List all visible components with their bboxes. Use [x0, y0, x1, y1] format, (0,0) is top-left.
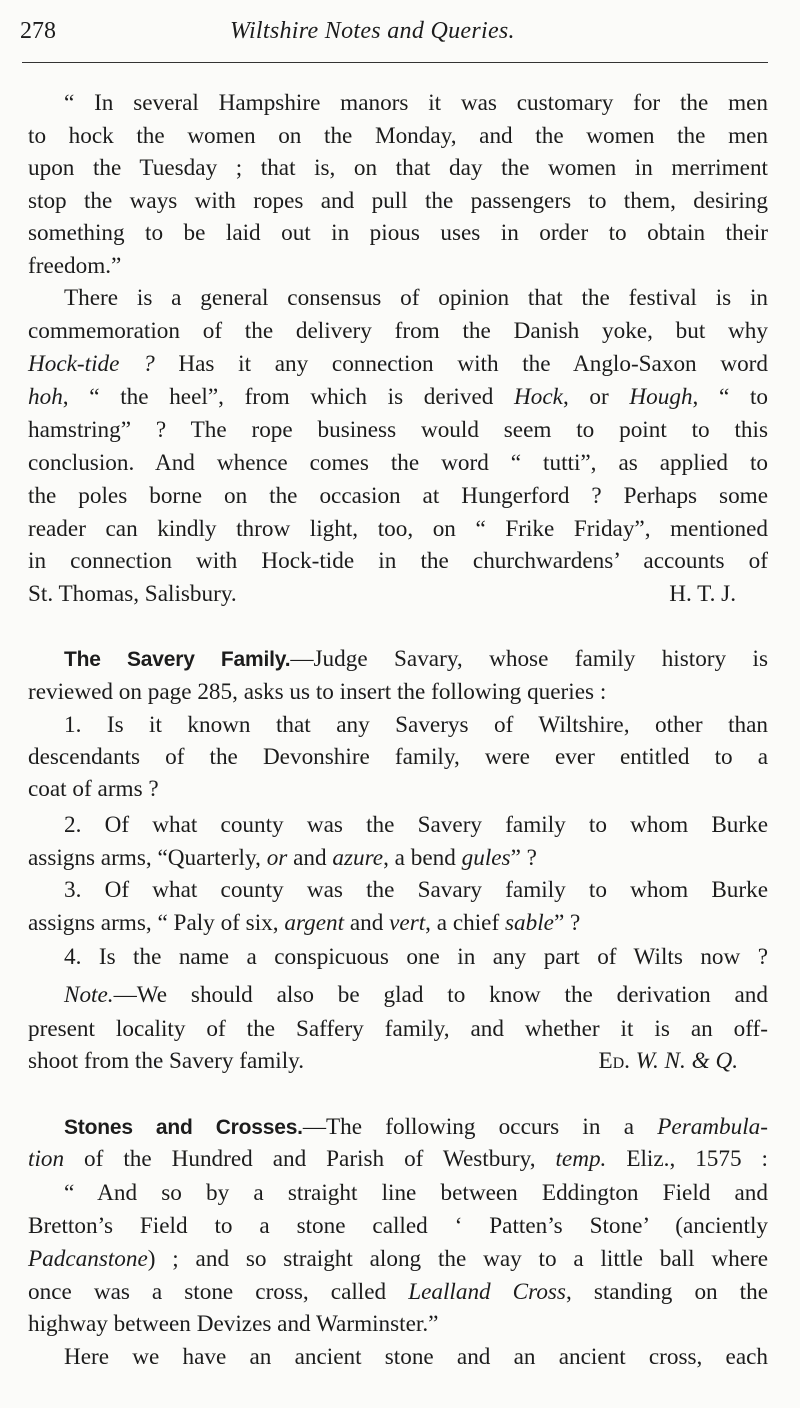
text-line — [28, 1046, 768, 1076]
text-span: , a bend — [383, 845, 462, 871]
text-line: hamstring” ? The rope business would seem to point to this — [28, 417, 768, 443]
text-span: Eliz., 1575 : — [606, 1146, 768, 1172]
text-line — [64, 644, 768, 675]
text-span: assigns arms, “ Paly of six, — [28, 910, 285, 936]
editor-signature — [598, 1046, 738, 1076]
page-number: 278 — [20, 18, 56, 44]
italic-term: Padcanstone — [28, 1246, 148, 1272]
page-header — [0, 10, 800, 50]
italic-term: azure — [332, 845, 384, 871]
italic-term: argent — [284, 910, 345, 936]
italic-term: Hock — [514, 384, 563, 410]
text-span: ” ? — [510, 845, 537, 871]
text-span: and — [344, 910, 390, 936]
text-line: “ In several Hampshire manors it was customary for the men — [64, 90, 768, 116]
author-signature: H. T. J. — [669, 581, 736, 607]
section-heading: Stones and Crosses. — [64, 1116, 303, 1139]
text-span: , standing on the — [565, 1279, 769, 1305]
italic-term: vert — [389, 910, 426, 936]
text-span: , or — [562, 384, 630, 410]
text-line: descendants of the Devonshire family, were ever entitled to a — [28, 744, 768, 770]
text-line: Bretton’s Field to a stone called ‘ Patten’s Stone’ (anciently — [28, 1213, 768, 1239]
text-span: St. Thomas, Salisbury. — [28, 581, 237, 607]
text-line — [28, 1244, 768, 1274]
text-line — [28, 908, 768, 938]
italic-term: gules — [461, 845, 511, 871]
text-line — [28, 843, 768, 873]
text-line: commemoration of the delivery from the Danish yoke, but why — [28, 318, 768, 344]
text-span: assigns arms, “Quarterly, — [28, 845, 267, 871]
text-line: highway between Devizes and Warminster.” — [28, 1311, 439, 1337]
text-line — [64, 1112, 768, 1143]
text-span: and — [287, 845, 333, 871]
text-span: —We should also be glad to know the derivation and — [113, 982, 768, 1008]
text-line — [28, 382, 768, 412]
italic-term: Hock-tide ? — [28, 351, 155, 377]
text-line: stop the ways with ropes and pull the passengers to them, desiring — [28, 188, 768, 214]
running-title: Wiltshire Notes and Queries. — [230, 18, 515, 44]
italic-term: Perambula- — [657, 1114, 768, 1140]
text-line: Here we have an ancient stone and an ancient cross, each — [64, 1344, 768, 1370]
text-line — [28, 349, 768, 379]
italic-term: hoh — [28, 384, 63, 410]
signature-initials: W. N. & Q. — [635, 1048, 738, 1074]
italic-term: sable — [505, 910, 554, 936]
text-line: upon the Tuesday ; that is, on that day the women in merriment — [28, 155, 768, 181]
list-item: 1. Is it known that any Saverys of Wiltshire, other than — [64, 712, 768, 738]
text-span: shoot from the Savery family. — [28, 1048, 305, 1074]
text-span: Has it any connection with the Anglo-Saxon word — [154, 351, 768, 377]
text-line: in connection with Hock-tide in the churchwardens’ accounts of — [28, 548, 768, 574]
text-line — [28, 1277, 768, 1307]
text-line: conclusion. And whence comes the word “ tutti”, as applied to — [28, 450, 768, 476]
text-span: , “ the heel”, from which is derived — [62, 384, 515, 410]
text-line: “ And so by a straight line between Eddington Field and — [64, 1180, 768, 1206]
text-line: freedom.” — [28, 253, 122, 279]
text-line — [28, 1144, 768, 1174]
text-span: , a chief — [425, 910, 505, 936]
text-line: reviewed on page 285, asks us to insert the following queries : — [28, 679, 607, 705]
list-item: 2. Of what county was the Savery family to whom Burke — [64, 812, 768, 838]
text-line — [28, 579, 768, 609]
text-span: ) ; and so straight along the way to a little ball where — [147, 1246, 768, 1272]
italic-term: Lealland Cross — [408, 1279, 566, 1305]
italic-term: temp. — [555, 1146, 607, 1172]
text-span: once was a stone cross, called — [28, 1279, 409, 1305]
italic-term: Hough — [629, 384, 693, 410]
text-line — [64, 980, 768, 1010]
header-rule — [22, 62, 768, 63]
text-line: There is a general consensus of opinion that the festival is in — [64, 285, 768, 311]
text-line: coat of arms ? — [28, 776, 159, 802]
text-span: —Judge Savary, whose family history is — [290, 646, 768, 672]
text-line: present locality of the Saffery family, and whether it is an off- — [28, 1016, 768, 1042]
italic-term: or — [266, 845, 288, 871]
italic-term: tion — [28, 1146, 65, 1172]
text-span: , “ to — [692, 384, 769, 410]
section-heading: The Savery Family. — [64, 648, 291, 671]
signature-ed: Ed. — [598, 1048, 630, 1074]
list-item: 4. Is the name a conspicuous one in any part of Wilts now ? — [64, 944, 768, 970]
text-line: the poles borne on the occasion at Hungerford ? Perhaps some — [28, 483, 768, 509]
text-line: reader can kindly throw light, too, on “ Frike Friday”, mentioned — [28, 516, 768, 542]
text-line: something to be laid out in pious uses in order to obtain their — [28, 220, 768, 246]
text-span: of the Hundred and Parish of Westbury, — [64, 1146, 556, 1172]
note-label: Note. — [64, 982, 114, 1008]
text-line: to hock the women on the Monday, and the women the men — [28, 123, 768, 149]
list-item: 3. Of what county was the Savary family to whom Burke — [64, 877, 768, 903]
text-span: ” ? — [553, 910, 581, 936]
text-span: —The following occurs in a — [302, 1114, 658, 1140]
